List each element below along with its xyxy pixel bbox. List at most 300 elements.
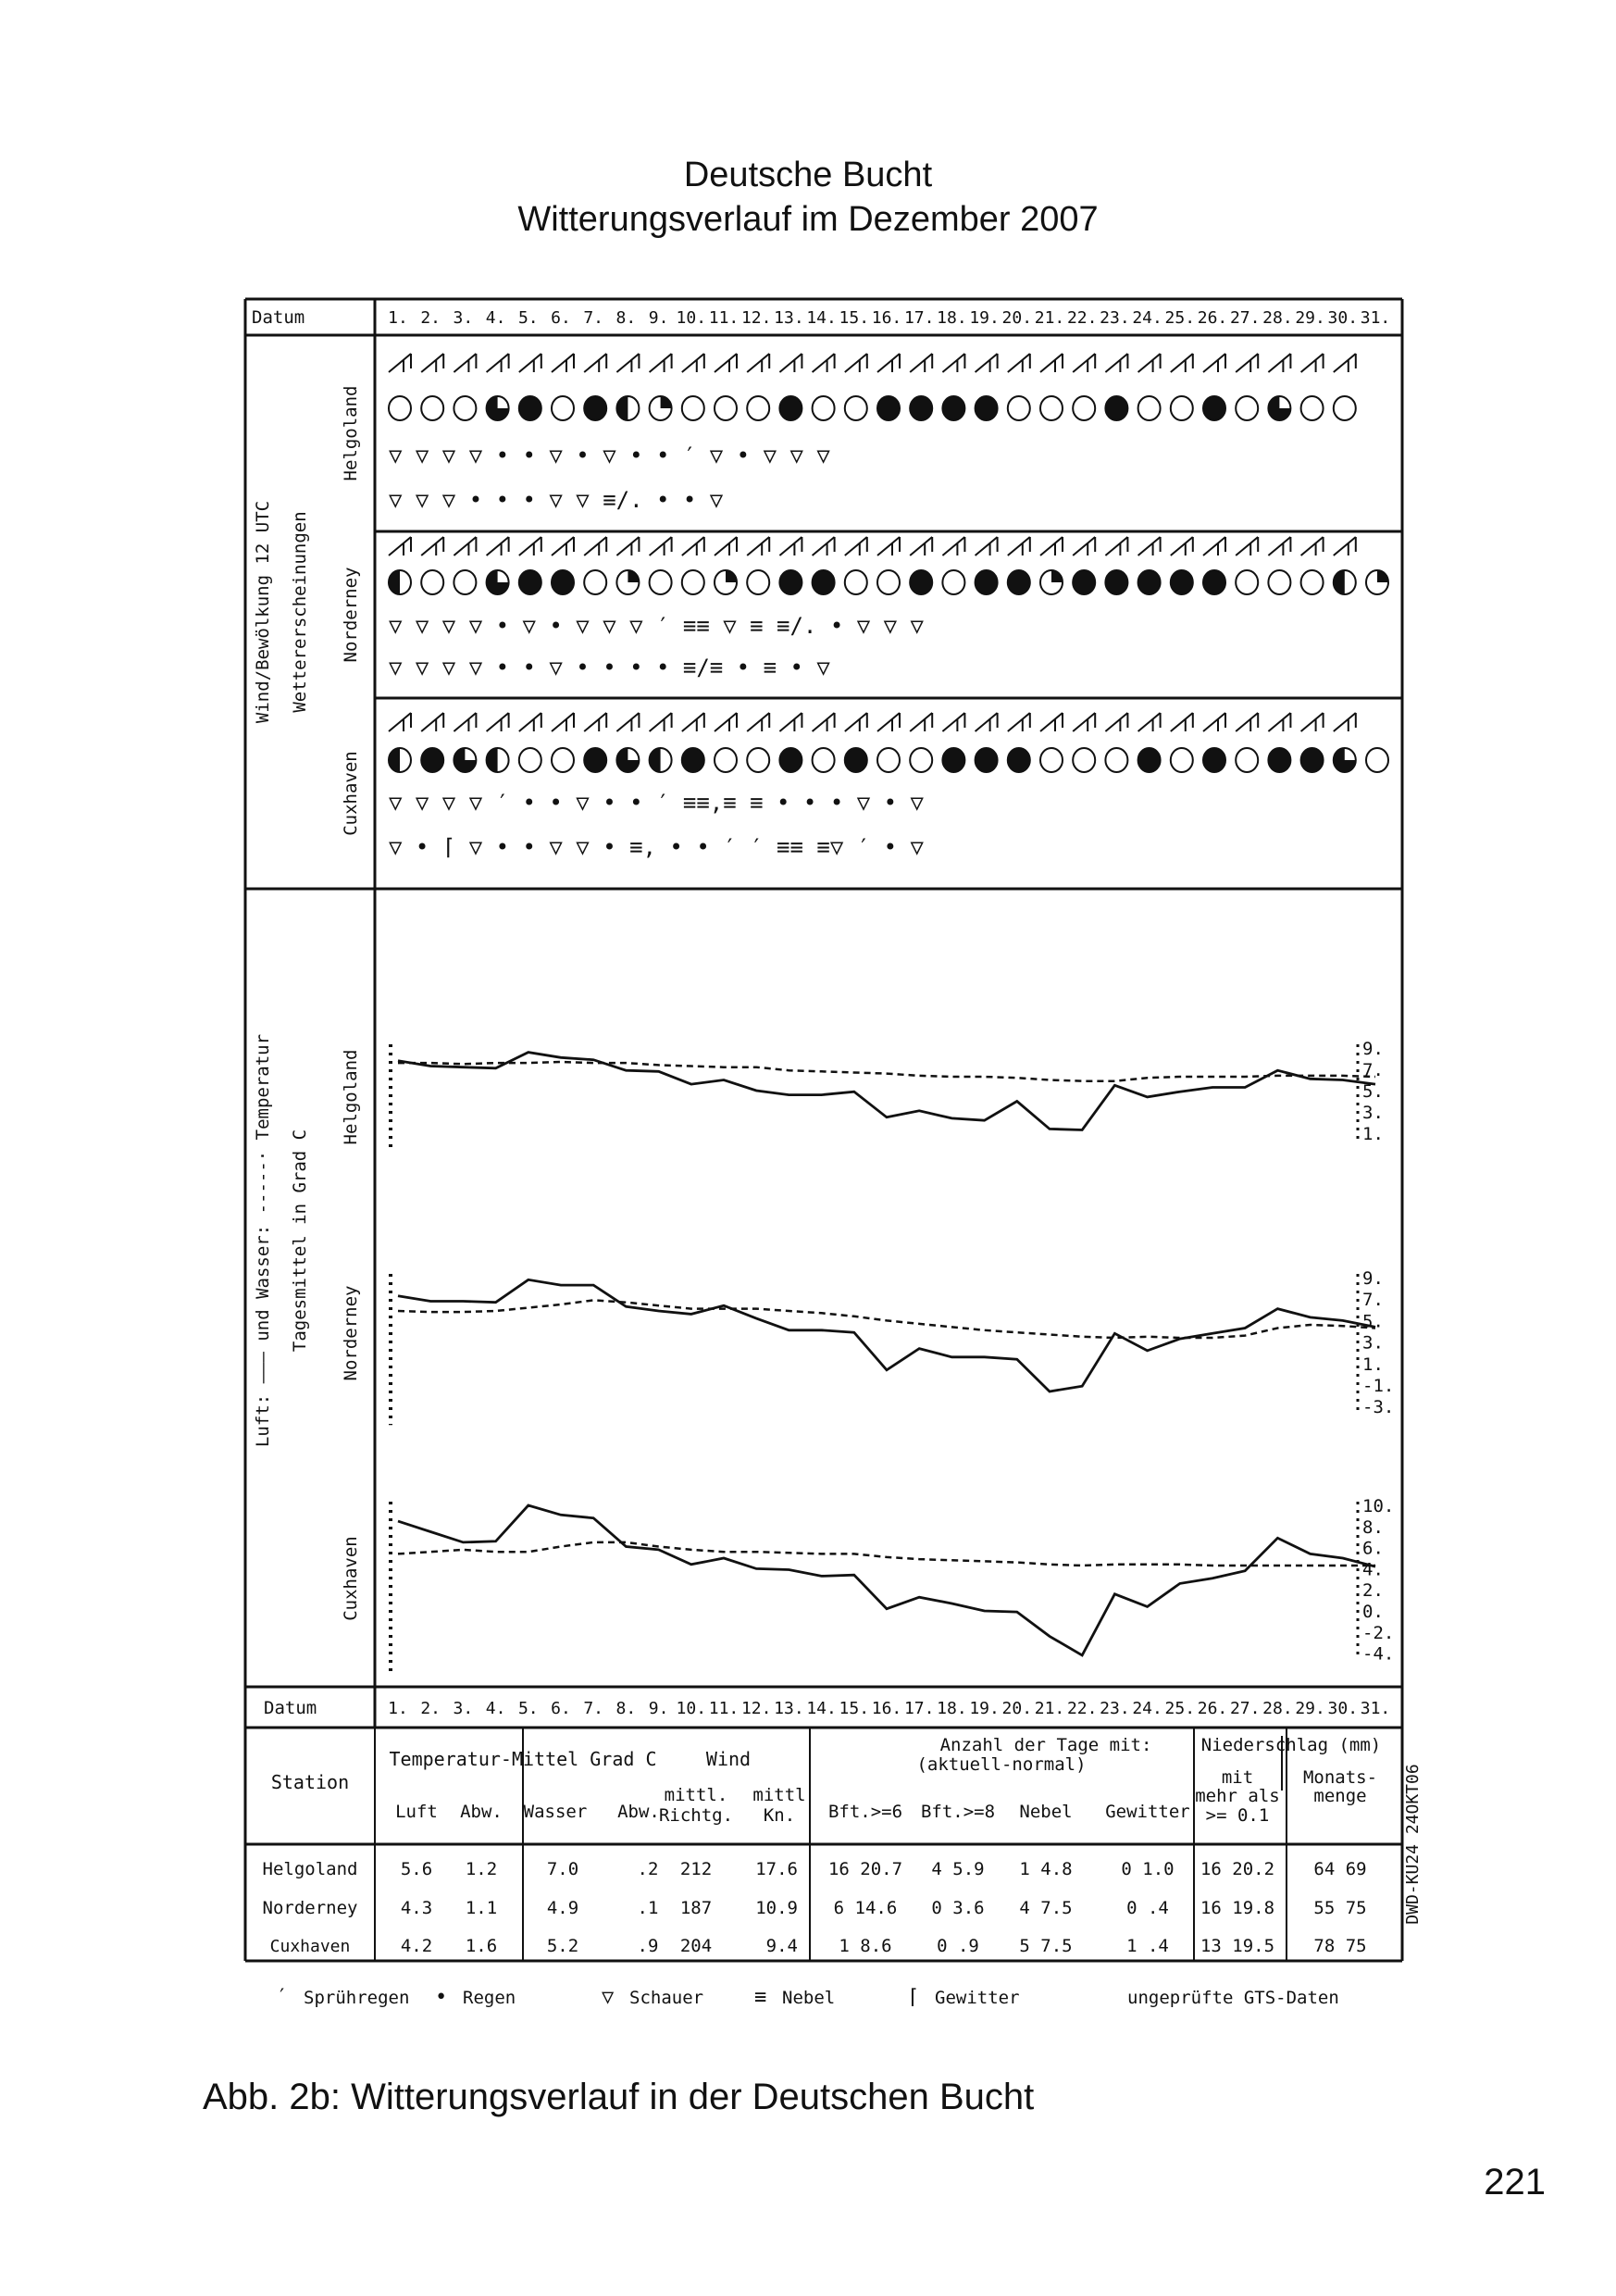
temp-tick-label: 10. [1362, 1496, 1395, 1516]
cloud-circle [1171, 570, 1193, 594]
luft-line-cuxhaven [398, 1505, 1375, 1655]
temp-station-label: Cuxhaven [341, 1536, 361, 1621]
datum-day: 1. [388, 1699, 408, 1718]
wind-barb [715, 713, 737, 731]
wind-barb-shaft [454, 537, 476, 555]
wind-barb [1203, 537, 1225, 555]
cloud-circle [910, 748, 932, 772]
table-cell-richtg: 204 [679, 1936, 713, 1956]
wind-barb-shaft [1334, 713, 1356, 731]
cloud-cover-symbol [1138, 396, 1161, 420]
wind-barb [747, 537, 769, 555]
datum-day: 21. [1034, 308, 1065, 328]
weather-symbols-row: ▽ ▽ ▽ • • • ▽ ▽ ≡/. • • ▽ [389, 487, 724, 513]
datum-day: 8. [615, 308, 637, 328]
datum-day: 10. [676, 1699, 707, 1718]
cloud-circle [942, 570, 964, 594]
wind-barb-shaft [1203, 537, 1225, 555]
cloud-circle [682, 396, 704, 420]
datum-day: 13. [774, 308, 804, 328]
table-cell-mit: 16 20.2 [1200, 1859, 1275, 1879]
cloud-circle [910, 396, 932, 420]
wind-barb-shaft [616, 354, 639, 372]
cloud-cover-symbol [454, 748, 476, 772]
table-cell-kn: 9.4 [765, 1936, 798, 1956]
cloud-circle [519, 396, 541, 420]
table-cell-bft8: 0 3.6 [931, 1898, 985, 1918]
wind-barb-shaft [877, 713, 900, 731]
wind-barb [454, 537, 476, 555]
cloud-circle [1073, 570, 1095, 594]
wind-barb [487, 713, 509, 731]
temp-tick-label: -4. [1362, 1643, 1395, 1665]
wind-barb [779, 713, 802, 731]
cloud-circle [877, 748, 900, 772]
cloud-circle [389, 396, 411, 420]
cloud-cover-symbol [779, 570, 802, 594]
temp-tick-label: 5. [1362, 1311, 1384, 1332]
wind-barb [1040, 537, 1063, 555]
cloud-circle [1171, 396, 1193, 420]
cloud-cover-symbol [552, 396, 574, 420]
temp-station-label: Helgoland [341, 1049, 361, 1145]
datum-day: 4. [485, 308, 506, 328]
table-header-kn-2: Kn. [763, 1805, 796, 1826]
wind-barb-shaft [454, 713, 476, 731]
cloud-cover-symbol [877, 748, 900, 772]
cloud-cover-symbol [1268, 396, 1290, 420]
wind-barb-shaft [389, 537, 411, 555]
wind-barb [519, 354, 541, 372]
wind-barb [389, 537, 411, 555]
table-cell-monat: 55 75 [1313, 1898, 1367, 1918]
wind-barb-shaft [1334, 354, 1356, 372]
wind-barb-shaft [1138, 354, 1161, 372]
cloud-circle [877, 570, 900, 594]
temp-tick-label: 7. [1362, 1060, 1384, 1080]
page-number: 221 [1484, 2162, 1546, 2202]
wind-barb-shaft [487, 537, 509, 555]
wind-barb [942, 713, 964, 731]
wind-barb-shaft [1073, 354, 1095, 372]
wind-barb [1040, 354, 1063, 372]
cloud-circle [1236, 396, 1258, 420]
temp-station-label: Norderney [341, 1285, 361, 1381]
wind-barb [519, 713, 541, 731]
legend-label: Regen [463, 1988, 516, 2008]
wind-barb-shaft [584, 713, 606, 731]
temp-tick-label: 8. [1362, 1516, 1384, 1538]
legend-symbol: ′ [276, 1986, 289, 2009]
table-header-gewitter: Gewitter [1105, 1802, 1190, 1822]
cloud-cover-symbol [1236, 396, 1258, 420]
cloud-circle [1008, 748, 1030, 772]
cloud-cover-symbol [845, 748, 867, 772]
cloud-circle [1105, 748, 1127, 772]
table-header-nebel: Nebel [1019, 1802, 1073, 1822]
datum-day: 20. [1001, 1699, 1033, 1718]
wind-axis-label-inner: Wettererscheinungen [290, 511, 310, 713]
wind-barb [813, 354, 835, 372]
wind-barb [584, 537, 606, 555]
legend-note: ungeprüfte GTS-Daten [1127, 1988, 1339, 2008]
cloud-cover-symbol [421, 570, 443, 594]
table-cell-bft8: 0 .9 [937, 1936, 979, 1956]
wind-barb [454, 354, 476, 372]
datum-day: 9. [648, 308, 669, 328]
table-header-richtg-1: mittl. [664, 1785, 728, 1805]
legend-symbol: • [435, 1986, 448, 2009]
wind-barb-shaft [454, 354, 476, 372]
datum-day: 13. [774, 1699, 804, 1718]
cloud-cover-symbol [584, 748, 606, 772]
cloud-cover-symbol [910, 570, 932, 594]
wind-barb-shaft [682, 354, 704, 372]
cloud-cover-symbol [1301, 396, 1324, 420]
cloud-circle [1008, 396, 1030, 420]
cloud-cover-symbol [1008, 570, 1030, 594]
cloud-circle [1301, 748, 1324, 772]
cloud-cover-symbol [1008, 748, 1030, 772]
datum-day: 19. [969, 308, 1000, 328]
table-header-mit-3: >= 0.1 [1205, 1805, 1270, 1826]
cloud-cover-symbol [1040, 570, 1063, 594]
cloud-circle [1236, 570, 1258, 594]
table-cell-richtg: 212 [679, 1859, 713, 1879]
cloud-cover-symbol [454, 570, 476, 594]
wind-barb [616, 354, 639, 372]
cloud-cover-symbol [845, 396, 867, 420]
table-header-monat-1: Monats- [1302, 1767, 1378, 1788]
wind-barb-shaft [715, 713, 737, 731]
temp-axis-label-inner: Tagesmittel in Grad C [290, 1129, 310, 1353]
legend-label: Gewitter [935, 1988, 1020, 2008]
cloud-circle [1073, 396, 1095, 420]
datum-day: 25. [1164, 308, 1196, 328]
wind-barb-shaft [1236, 354, 1258, 372]
wind-barb-shaft [715, 537, 737, 555]
cloud-cover-symbol [1138, 570, 1161, 594]
wind-barb [421, 537, 443, 555]
wind-barb [487, 537, 509, 555]
cloud-circle [1138, 748, 1161, 772]
wind-barb-shaft [976, 713, 998, 731]
cloud-circle [519, 570, 541, 594]
wind-barb-shaft [1008, 354, 1030, 372]
cloud-cover-symbol [1301, 748, 1324, 772]
datum-day: 3. [453, 1699, 474, 1718]
datum-label: Datum [252, 307, 305, 328]
wind-barb-shaft [519, 354, 541, 372]
wind-barb [779, 537, 802, 555]
cloud-cover-symbol [1105, 570, 1127, 594]
wind-barb-shaft [487, 713, 509, 731]
datum-day: 28. [1262, 308, 1293, 328]
cloud-cover-symbol [1334, 748, 1356, 772]
wind-barb [1236, 713, 1258, 731]
wind-barb [1236, 537, 1258, 555]
wind-barb [1203, 354, 1225, 372]
wind-barb [1105, 713, 1127, 731]
datum-day: 28. [1262, 1699, 1293, 1718]
cloud-cover-symbol [519, 396, 541, 420]
wind-barb [845, 713, 867, 731]
cloud-fill [389, 748, 400, 772]
cloud-cover-symbol [1171, 748, 1193, 772]
cloud-cover-symbol [1105, 748, 1127, 772]
datum-day: 18. [937, 308, 967, 328]
wind-barb-shaft [813, 354, 835, 372]
cloud-fill [726, 570, 737, 582]
cloud-cover-symbol [1040, 748, 1063, 772]
wind-barb-shaft [1105, 354, 1127, 372]
wind-barb [389, 354, 411, 372]
legend-symbol: ≡ [754, 1986, 767, 2009]
temp-tick-label: 1. [1362, 1124, 1384, 1144]
wind-barb [552, 537, 574, 555]
cloud-cover-symbol [487, 396, 509, 420]
cloud-cover-symbol [487, 570, 509, 594]
datum-day: 27. [1229, 1699, 1261, 1718]
wind-barb [1138, 713, 1161, 731]
wind-barb [877, 713, 900, 731]
wind-barb-shaft [421, 713, 443, 731]
cloud-circle [1073, 748, 1095, 772]
cloud-fill [1334, 570, 1345, 594]
table-cell-monat: 64 69 [1313, 1859, 1367, 1879]
legend-label: Schauer [629, 1988, 704, 2008]
datum-day: 14. [806, 308, 837, 328]
cloud-cover-symbol [421, 748, 443, 772]
cloud-cover-symbol [976, 396, 998, 420]
table-header-monat-2: menge [1313, 1786, 1367, 1806]
wind-barb [454, 713, 476, 731]
wind-barb-shaft [747, 537, 769, 555]
temp-tick-label: -3. [1362, 1397, 1395, 1418]
table-cell-abw2: .1 [637, 1898, 659, 1918]
cloud-cover-symbol [616, 570, 639, 594]
cloud-circle [421, 396, 443, 420]
table-header-temp: Temperatur-Mittel Grad C [389, 1748, 657, 1770]
legend-item [754, 1986, 835, 2009]
temp-tick-label: 5. [1362, 1081, 1384, 1102]
wind-barb [1073, 354, 1095, 372]
wind-barb-shaft [682, 713, 704, 731]
wind-barb [813, 537, 835, 555]
wind-barb-shaft [1171, 713, 1193, 731]
wind-barb [584, 354, 606, 372]
wind-barb [779, 354, 802, 372]
wind-barb-shaft [1171, 354, 1193, 372]
wind-barb [813, 713, 835, 731]
cloud-cover-symbol [650, 570, 672, 594]
table-cell-gewitter: 0 1.0 [1121, 1859, 1175, 1879]
page-subtitle: Witterungsverlauf im Dezember 2007 [517, 200, 1099, 239]
wind-barb-shaft [552, 537, 574, 555]
wind-barb-shaft [715, 354, 737, 372]
datum-day: 7. [583, 1699, 604, 1718]
temp-tick-label: -2. [1362, 1622, 1395, 1643]
wind-barb-shaft [1268, 354, 1290, 372]
temp-tick-label: 6. [1362, 1538, 1384, 1559]
wind-barb [1138, 354, 1161, 372]
wind-barb-shaft [910, 537, 932, 555]
cloud-cover-symbol [519, 748, 541, 772]
datum-day: 17. [903, 308, 935, 328]
wind-barb [650, 713, 672, 731]
cloud-cover-symbol [976, 570, 998, 594]
wind-barb [682, 713, 704, 731]
wind-barb-shaft [616, 537, 639, 555]
cloud-cover-symbol [1236, 748, 1258, 772]
cloud-fill [628, 570, 639, 582]
legend-label: Sprühregen [304, 1988, 410, 2008]
table-cell-station: Norderney [262, 1898, 358, 1918]
cloud-cover-symbol [1138, 748, 1161, 772]
datum-day: 12. [740, 1699, 772, 1718]
cloud-fill [616, 396, 628, 420]
cloud-circle [942, 748, 964, 772]
datum-day: 2. [420, 308, 441, 328]
wind-barb [1040, 713, 1063, 731]
table-header-abw2: Abw. [617, 1802, 660, 1822]
cloud-fill [389, 570, 400, 594]
wind-barb [910, 537, 932, 555]
wind-barb-shaft [552, 354, 574, 372]
table-cell-wasser: 7.0 [546, 1859, 579, 1879]
cloud-cover-symbol [1073, 396, 1095, 420]
cloud-cover-symbol [389, 396, 411, 420]
datum-day: 27. [1229, 308, 1261, 328]
cloud-circle [877, 396, 900, 420]
page-title: Deutsche Bucht [683, 156, 933, 194]
wind-barb-shaft [650, 713, 672, 731]
datum-day: 20. [1001, 308, 1033, 328]
table-header-luft: Luft [395, 1802, 438, 1822]
cloud-circle [454, 570, 476, 594]
datum-day: 19. [969, 1699, 1000, 1718]
wind-barb-shaft [1203, 713, 1225, 731]
cloud-cover-symbol [389, 570, 411, 594]
weather-symbols-row: ▽ • ⌈ ▽ • • ▽ ▽ • ≡, • • ′ ′ ≡≡ ≡▽ ′ • ▽ [389, 834, 924, 860]
wind-barb-shaft [1236, 713, 1258, 731]
datum-day: 31. [1360, 308, 1391, 328]
datum-day: 6. [551, 308, 571, 328]
table-header-wind: Wind [705, 1748, 752, 1770]
cloud-circle [421, 748, 443, 772]
datum-day: 1. [388, 308, 408, 328]
cloud-circle [1268, 748, 1290, 772]
wind-barb-shaft [1040, 713, 1063, 731]
wind-barb [616, 537, 639, 555]
datum-day: 30. [1327, 1699, 1359, 1718]
wind-barb-shaft [650, 354, 672, 372]
wind-barb-shaft [1301, 537, 1324, 555]
cloud-cover-symbol [779, 748, 802, 772]
cloud-circle [1105, 570, 1127, 594]
cloud-circle [813, 748, 835, 772]
temp-tick-label: 4. [1362, 1559, 1384, 1580]
wind-barb [1268, 354, 1290, 372]
wind-barb-shaft [779, 354, 802, 372]
cloud-cover-symbol [910, 396, 932, 420]
cloud-circle [1301, 396, 1324, 420]
wind-barb [1105, 537, 1127, 555]
table-cell-wasser: 5.2 [546, 1936, 579, 1956]
temp-tick-label: 2. [1362, 1580, 1384, 1602]
cloud-circle [1138, 396, 1161, 420]
cloud-fill [661, 396, 672, 408]
cloud-circle [1171, 748, 1193, 772]
cloud-fill [487, 748, 498, 772]
table-cell-abw2: .2 [637, 1859, 659, 1879]
wind-barb [1203, 713, 1225, 731]
datum-day: 21. [1034, 1699, 1065, 1718]
wind-barb [1171, 713, 1193, 731]
cloud-cover-symbol [877, 396, 900, 420]
wind-barb [976, 713, 998, 731]
wind-barb-shaft [519, 713, 541, 731]
datum-day: 17. [903, 1699, 935, 1718]
cloud-circle [1334, 396, 1356, 420]
weather-symbols-row: ▽ ▽ ▽ ▽ • • ▽ • • • • ≡/≡ • ≡ • ▽ [389, 655, 830, 680]
cloud-cover-symbol [715, 570, 737, 594]
cloud-circle [747, 748, 769, 772]
table-cell-monat: 78 75 [1313, 1936, 1367, 1956]
cloud-cover-symbol [1073, 748, 1095, 772]
wind-barb [910, 354, 932, 372]
temp-tick-label: 9. [1362, 1268, 1384, 1289]
wasser-line-norderney [398, 1300, 1375, 1338]
cloud-cover-symbol [715, 396, 737, 420]
cloud-circle [1138, 570, 1161, 594]
cloud-cover-symbol [616, 748, 639, 772]
wind-barb-shaft [910, 713, 932, 731]
wind-barb [1138, 537, 1161, 555]
datum-day: 24. [1132, 308, 1162, 328]
legend-symbol: ⌈ [907, 1986, 920, 2009]
wind-axis-label-outer: Wind/Bewölkung 12 UTC [253, 500, 273, 724]
wind-barb-shaft [747, 354, 769, 372]
wind-barb-shaft [1105, 713, 1127, 731]
cloud-cover-symbol [650, 748, 672, 772]
table-cell-richtg: 187 [679, 1898, 713, 1918]
wind-barb-shaft [942, 713, 964, 731]
wind-barb [1008, 713, 1030, 731]
cloud-circle [421, 570, 443, 594]
wind-barb [1268, 537, 1290, 555]
wind-barb [942, 537, 964, 555]
cloud-circle [584, 748, 606, 772]
wind-barb-shaft [845, 537, 867, 555]
cloud-circle [813, 396, 835, 420]
cloud-circle [976, 570, 998, 594]
table-header-abw: Abw. [460, 1802, 503, 1822]
wind-barb-shaft [1301, 354, 1324, 372]
datum-day: 9. [648, 1699, 669, 1718]
table-cell-bft6: 6 14.6 [833, 1898, 898, 1918]
cloud-circle [715, 396, 737, 420]
cloud-circle [779, 570, 802, 594]
cloud-cover-symbol [552, 748, 574, 772]
wasser-line-cuxhaven [398, 1542, 1375, 1566]
wind-barb [552, 713, 574, 731]
datum-day: 14. [806, 1699, 837, 1718]
cloud-circle [552, 396, 574, 420]
table-cell-nebel: 1 4.8 [1019, 1859, 1073, 1879]
cloud-circle [552, 748, 574, 772]
datum-day: 30. [1327, 308, 1359, 328]
